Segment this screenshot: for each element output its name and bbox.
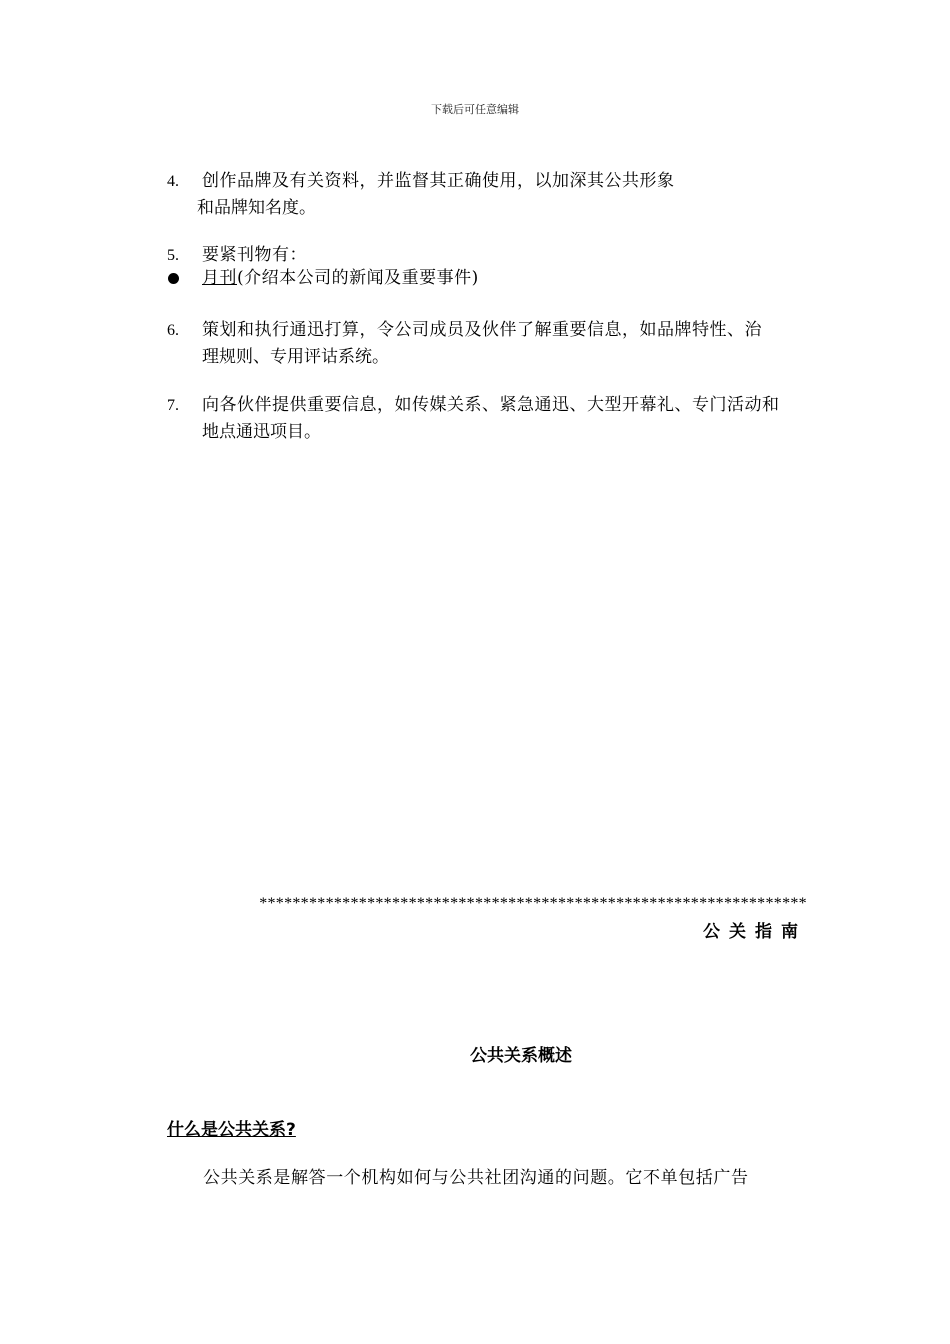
item-number: 7. bbox=[167, 397, 179, 414]
guide-title: 公关指南 bbox=[703, 922, 807, 942]
item-text-continued: 理规则、专用评诂系统。 bbox=[202, 347, 389, 367]
item-text: 策划和执行通迅打算，令公司成员及伙伴了解重要信息，如品牌特性、治 bbox=[202, 320, 762, 340]
asterisk-divider: ****************************************************************** bbox=[259, 895, 807, 912]
monthly-link: 月刊 bbox=[202, 268, 237, 288]
item-text-continued: 和品牌知名度。 bbox=[197, 198, 316, 218]
item-number: 6. bbox=[167, 322, 179, 339]
bullet-description: (介绍本公司的新闻及重要事件) bbox=[237, 268, 479, 288]
bullet-icon bbox=[168, 273, 179, 284]
bullet-text bbox=[202, 265, 807, 292]
item-text: 创作品牌及有关资料，并监督其正确使用，以加深其公共形象 bbox=[202, 171, 675, 191]
body-paragraph: 公共关系是解答一个机构如何与公共社团沟通的问题。它不单包括广告 bbox=[203, 1168, 749, 1188]
item-text: 向各伙伴提供重要信息，如传媒关系、紧急通迅、大型开幕礼、专门活动和 bbox=[202, 395, 780, 415]
item-text: 要紧刊物有： bbox=[202, 245, 307, 265]
page-header-note: 下载后可任意编辑 bbox=[431, 103, 519, 116]
item-number: 5. bbox=[167, 247, 179, 264]
item-number: 4. bbox=[167, 173, 179, 190]
section-title: 公共关系概述 bbox=[470, 1046, 572, 1066]
question-heading: 什么是公共关系? bbox=[167, 1120, 296, 1140]
item-text-continued: 地点通迅项目。 bbox=[202, 422, 321, 442]
